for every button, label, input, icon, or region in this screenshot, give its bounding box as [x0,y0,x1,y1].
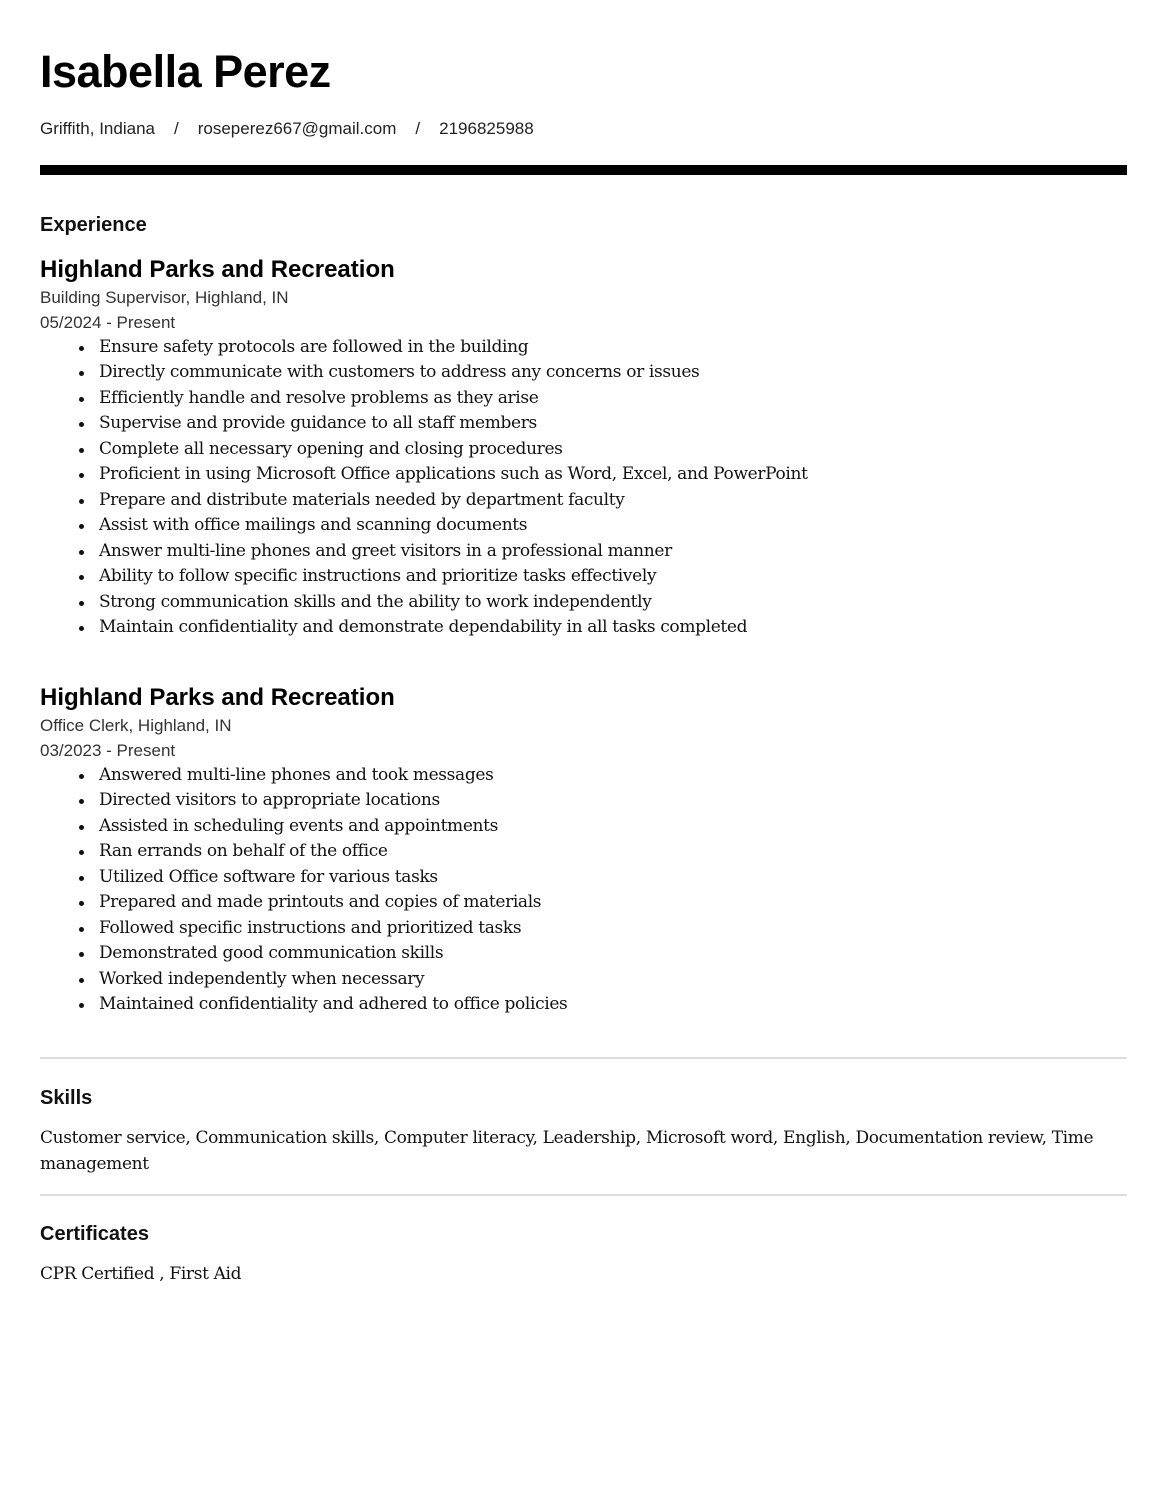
list-item [99,564,1127,589]
list-item-text: Maintain confidentiality and demonstrate dependability in all tasks completed [99,616,748,637]
list-item-text: Complete all necessary opening and closing procedures [99,438,563,459]
list-item-text: Assisted in scheduling events and appointments [99,815,498,836]
list-item-text: Answer multi-line phones and greet visitors in a professional manner [99,540,672,561]
list-item-text: Answered multi-line phones and took messages [99,765,494,785]
list-item [99,916,1127,941]
list-item-text: Maintained confidentiality and adhered to office policies [99,994,568,1015]
list-item [99,763,1127,788]
list-item-text: Demonstrated good communication skills [99,943,444,964]
list-item-text: Strong communication skills and the ability to work independently [99,591,652,612]
header-divider [40,165,1127,175]
bullet-icon [79,575,84,580]
list-item-text: Ensure safety protocols are followed in the building [99,337,529,357]
bullet-icon [79,799,84,804]
list-item-text: Followed specific instructions and prioritized tasks [99,917,522,938]
list-item [99,488,1127,513]
skills-heading: Skills [40,1087,93,1109]
bullet-icon [79,422,84,427]
experience-heading: Experience [40,214,147,236]
list-item [99,992,1127,1017]
list-item-text: Utilized Office software for various tasks [99,866,438,887]
job-duties-list [40,763,1127,1018]
list-item [99,967,1127,992]
contact-phone: 2196825988 [439,119,534,138]
section-divider [40,1057,1127,1059]
bullet-icon [79,825,84,830]
list-item-text: Efficiently handle and resolve problems as they arise [99,387,539,408]
bullet-icon [79,524,84,529]
list-item [99,411,1127,436]
job-company: Highland Parks and Recreation [40,256,395,283]
list-item [99,615,1127,640]
job-dates: 03/2023 - Present [40,741,176,760]
list-item-text: Proficient in using Microsoft Office applications such as Word, Excel, and PowerPoint [99,464,808,485]
bullet-icon [79,550,84,555]
contact-line [40,118,534,140]
certificates-text: CPR Certified , First Aid [40,1264,242,1284]
list-item [99,462,1127,487]
list-item-text: Ability to follow specific instructions and prioritize tasks effectively [99,566,657,587]
list-item [99,360,1127,385]
job-role-location: Office Clerk, Highland, IN [40,716,232,735]
list-item-text: Assist with office mailings and scanning documents [99,515,528,536]
list-item [99,865,1127,890]
bullet-icon [79,473,84,478]
list-item [99,839,1127,864]
bullet-icon [79,448,84,453]
bullet-icon [79,952,84,957]
bullet-icon [79,978,84,983]
list-item [99,437,1127,462]
candidate-name: Isabella Perez [40,46,331,97]
job-entry [40,683,1127,1018]
bullet-icon [79,876,84,881]
job-dates: 05/2024 - Present [40,313,176,332]
list-item [99,513,1127,538]
list-item [99,814,1127,839]
bullet-icon [79,774,84,779]
bullet-icon [79,346,84,351]
list-item-text: Prepared and made printouts and copies of materials [99,892,542,913]
list-item [99,941,1127,966]
list-item-text: Prepare and distribute materials needed by department faculty [99,489,625,510]
list-item-text: Supervise and provide guidance to all staff members [99,413,537,434]
job-duties-list [40,335,1127,640]
contact-location: Griffith, Indiana [40,119,155,138]
list-item-text: Worked independently when necessary [99,968,425,989]
bullet-icon [79,397,84,402]
bullet-icon [79,371,84,376]
list-item [99,890,1127,915]
bullet-icon [79,927,84,932]
job-entry [40,255,1127,640]
bullet-icon [79,601,84,606]
list-item [99,386,1127,411]
bullet-icon [79,901,84,906]
job-role-location: Building Supervisor, Highland, IN [40,288,289,307]
job-company: Highland Parks and Recreation [40,684,395,711]
list-item [99,539,1127,564]
list-item-text: Directly communicate with customers to address any concerns or issues [99,362,700,383]
certificates-heading: Certificates [40,1223,149,1245]
list-item [99,788,1127,813]
contact-separator: / [415,119,421,138]
list-item-text: Directed visitors to appropriate locations [99,790,440,811]
bullet-icon [79,626,84,631]
bullet-icon [79,499,84,504]
contact-separator: / [173,119,179,138]
section-divider [40,1194,1127,1196]
skills-text: Customer service, Communication skills, Computer literacy, Leadership, Microsoft word, English, Documentation review, Time management [40,1128,1094,1174]
list-item [99,590,1127,615]
bullet-icon [79,850,84,855]
contact-email: roseperez667@gmail.com [197,119,397,138]
bullet-icon [79,1003,84,1008]
list-item-text: Ran errands on behalf of the office [99,841,388,862]
list-item [99,335,1127,360]
